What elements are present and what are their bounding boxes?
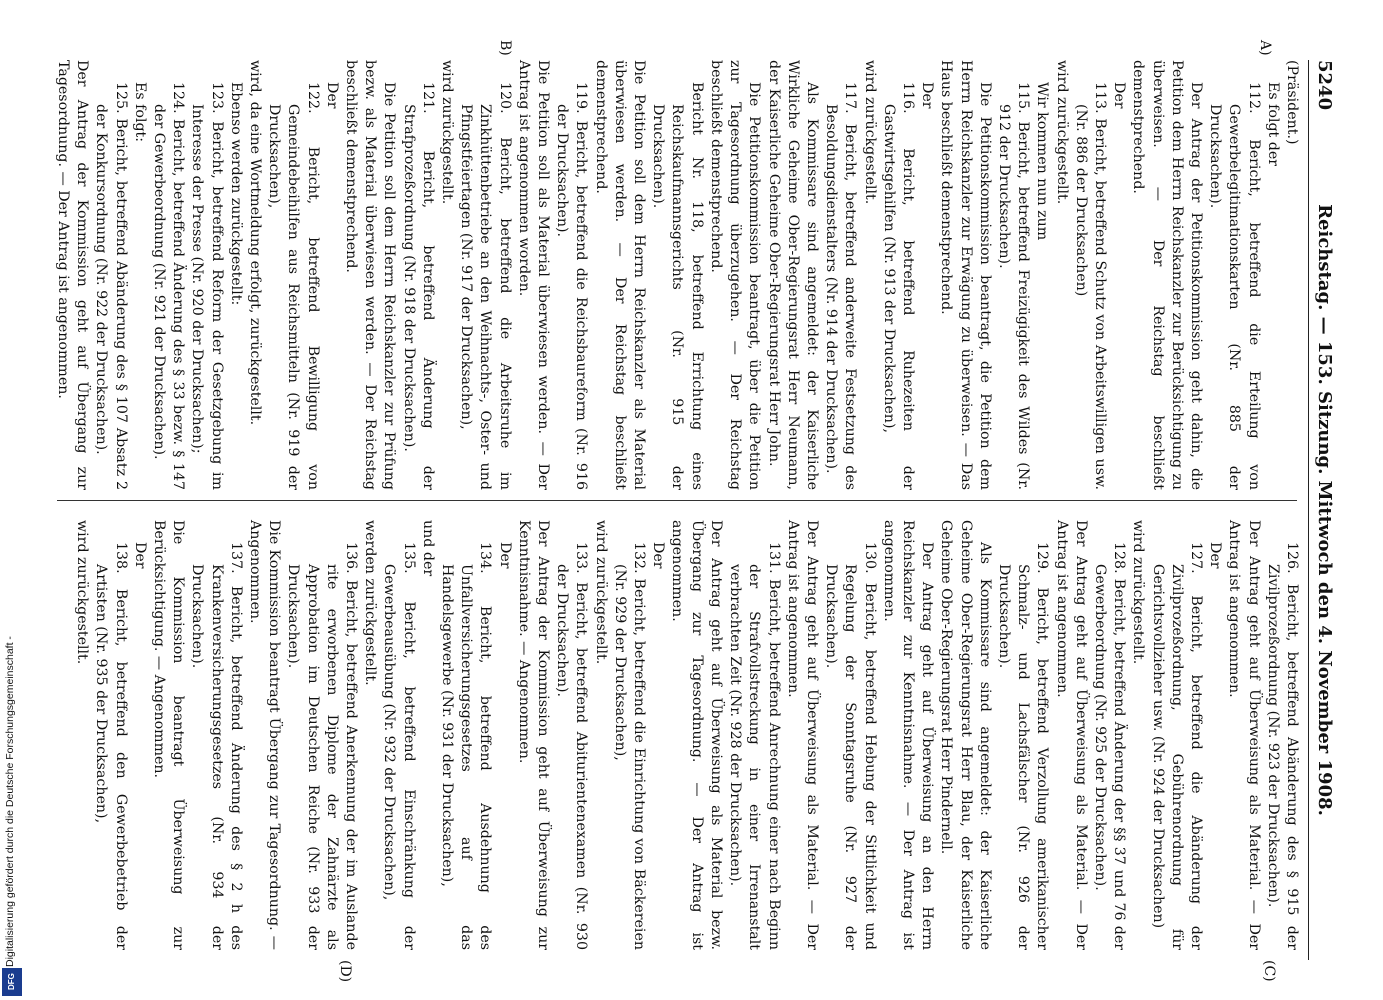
paragraph: 115. Bericht, betreffend Freizügigkeit des Wildes (Nr. 912 der Drucksachen). [995,82,1032,490]
paragraph: wird, da eine Wortmeldung erfolgt, zurückgestellt. [247,60,264,426]
paragraph: Bericht Nr. 118, betreffend Errichtung eines Reichskaufmannsgerichts (Nr. 915 der Drucksachen). [650,82,705,490]
paragraph: Der Antrag geht auf Überweisung als Material. — Der Antrag ist angenommen. [1226,520,1262,950]
paragraph: 121. Bericht, betreffend Änderung der Strafprozeßordnung (Nr. 918 der Drucksachen). [400,82,436,490]
paragraph: wird zurückgestellt. [1053,60,1070,205]
paragraph: 134. Bericht, betreffend Ausdehnung des Unfallversicherungsgesetzes auf das Handelsgewerbe (Nr. 931 der Drucksachen), [439,542,494,950]
footer-credit: Digitalisierung gefördert durch die Deutsche Forschungsgemeinschaft - [4,636,16,967]
paragraph: Der Antrag der Kommission geht auf Überweisung zur Kenntnisnahme. — Angenommen. [515,520,552,950]
column-divider [57,500,1297,501]
paragraph: Es folgt: [131,82,148,143]
paragraph: Der [131,542,148,569]
paragraph: 112. Bericht, betreffend die Erteilung von Gewerbelegitimationskarten (Nr. 885 der Drucksachen). [1207,82,1262,490]
paragraph: 132. Bericht, betreffend die Einrichtung von Bäckereien (Nr. 929 der Drucksachen), [611,542,648,950]
paragraph: (Präsident.) [1284,60,1300,145]
paragraph: Der [323,82,340,109]
page-title: Reichstag. — 153. Sitzung. Mittwoch den 4. November 1908. [1314,204,1335,816]
paragraph: 131. Bericht, betreffend Anrechnung einer nach Beginn der Strafvollstreckung in einer Irrenanstalt verbrachten Zeit (Nr. 928 der Drucksachen). [727,542,782,950]
paragraph: Der [1207,542,1224,569]
margin-marker-a: A) [1257,40,1273,56]
paragraph: 113. Bericht, betreffend Schutz von Arbeitswilligen usw. (Nr. 886 der Drucksachen) [1072,82,1108,490]
paragraph: Als Kommissare sind angemeldet: der Kaiserliche Wirkliche Geheime Ober-Regierungsrat Herr Neumann, der Kaiserliche Geheime Ober-Regierungsrat Herr John. [765,60,820,490]
paragraph: Die Petitionskommission beantragt, die Petition dem Herrn Reichskanzler zur Erwägung zu überweisen. — Das Haus beschließt demenstprechend. [938,60,993,490]
paragraph: Der Antrag der Kommission geht auf Übergang zur Tagesordnung. — Der Antrag ist angenommen. [55,60,91,490]
paragraph: Der [1111,82,1128,109]
paragraph: Die Petition soll als Material überwiesen werden. — Der Antrag ist angenommen worden. [515,60,552,490]
paragraph: Der Antrag geht auf Überweisung als Material. — Der Antrag ist angenommen. [784,520,820,950]
paragraph: 124. Bericht, betreffend Änderung des § 33 bezw. § 147 der Gewerbeordnung (Nr. 921 der Drucksachen). [151,82,187,490]
paragraph: 136. Bericht, betreffend Anerkennung der im Auslande rite erworbenen Diplome der Zahnärzte als Approbation im Deutschen Reiche (Nr. 933 der Drucksachen). [285,542,360,950]
paragraph: Der Antrag geht auf Überweisung als Material bezw. Übergang zur Tagesordnung. — Der Antrag ist angenommen. [669,520,724,950]
left-column [53,60,1301,490]
paragraph: werden zurückgestellt. [362,520,379,686]
dfg-logo: DFG [2,968,22,996]
paragraph: Die Kommission beantragt Übergang zur Tagesordnung. — Angenommen. [247,520,283,950]
paragraph: wird zurückgestellt. [74,520,91,665]
paragraph: Als Kommissare sind angemeldet: der Kaiserliche Geheime Ober-Regierungsrat Herr Blau, der Kaiserliche Geheime Ober-Regierungsrat Herr Pindernell. [938,520,993,950]
paragraph: Ebenso werden zurückgestellt: [227,82,244,306]
paragraph: 122. Bericht, betreffend Bewilligung von Gemeindebeihilfen aus Reichsmitteln (Nr. 919 der Drucksachen), [266,82,321,490]
digitization-footer [0,600,24,995]
paragraph: Der Antrag der Petitionskommission geht dahin, die Petition dem Herrn Reichskanzler zur Berücksichtigung zu überweisen. — Der Reichstag beschließt demenstprechend. [1130,60,1204,490]
paragraph: wird zurückgestellt. [861,60,878,205]
paragraph: Wir kommen nun zum [1034,82,1051,241]
paragraph: 133. Bericht, betreffend Abiturientenexamen (Nr. 930 der Drucksachen). [554,542,590,950]
paragraph: 135. Bericht, betreffend Einschränkung der Gewerbeausübung (Nr. 932 der Drucksachen), [381,542,417,950]
margin-marker-d: (D) [337,960,353,983]
paragraph: 119. Bericht, betreffend die Reichsbaureform (Nr. 916 der Drucksachen). [554,82,590,490]
paragraph: 129. Bericht, betreffend Verzollung amerikanischer Schmalz- und Lachsfälscher (Nr. 926 der Drucksachen). [995,542,1051,950]
paragraph: Die Petition soll dem Herrn Reichskanzler zur Prüfung bezw. als Material überwiesen werden. — Der Reichstag beschließt demenstprechend. [343,60,398,490]
paragraph: wird zurückgestellt. [592,520,609,665]
paragraph: Der [919,82,936,109]
paragraph: 137. Bericht, betreffend Änderung des § 2 h des Krankenversicherungsgesetzes (Nr. 934 der Drucksachen). [189,542,244,950]
paragraph: 130. Bericht, betreffend Hebung der Sittlichkeit und Regelung der Sonntagsruhe (Nr. 927 der Drucksachen). [823,542,878,950]
paragraph: Die Kommission beantragt Überweisung zur Berücksichtigung. — Angenommen. [151,520,187,950]
paragraph: und der [419,520,436,577]
paragraph: Der [496,542,513,569]
header-rule [1308,60,1309,960]
paragraph: Der Antrag geht auf Überweisung als Material. — Der Antrag ist angenommen. [1053,520,1089,950]
page-number: 5240 [1314,60,1335,111]
paragraph: 126. Bericht, betreffend Abänderung des § 915 der Zivilprozeßordnung (Nr. 923 der Drucksachen). [1264,542,1300,950]
margin-marker-b: B) [497,40,513,56]
paragraph: 116. Bericht, betreffend Ruhezeiten der Gastwirtsgehilfen (Nr. 913 der Drucksachen), [880,82,916,490]
paragraph: Der Antrag geht auf Überweisung an den Herrn Reichskanzler zur Kenntnisnahme. — Der Antrag ist angenommen. [880,520,936,950]
paragraph: 123. Bericht, betreffend Reform der Gesetzgebung im Interesse der Presse (Nr. 920 der Drucksachen); [189,82,225,490]
paragraph: 117. Bericht, betreffend anderweite Festsetzung des Besoldungsdienstalters (Nr. 914 der Drucksachen). [823,82,859,490]
margin-marker-c: (C) [1261,960,1277,982]
paragraph: Die Petitionskommission beantragt, über die Petition zur Tagesordnung überzugehen. — Der Reichstag beschließt demenstprechend. [707,60,763,490]
paragraph: wird zurückgestellt. [1130,520,1147,665]
paragraph: Der [650,542,667,569]
paragraph: 125. Bericht, betreffend Abänderung des § 107 Absatz 2 der Konkursordnung (Nr. 922 der Drucksachen). [93,82,129,490]
right-column [72,520,1301,950]
paragraph: 127. Bericht, betreffend die Abänderung der Zivilprozeßordnung, Gebührenordnung für Gerichtsvollzieher usw. (Nr. 924 der Drucksachen) [1149,542,1204,950]
paragraph: Es folgt der [1264,82,1281,167]
paragraph: wird zurückgestellt. [439,60,456,205]
paragraph: 120. Bericht, betreffend die Arbeitsruhe im Zinkhüttenbetriebe an den Weihnachts-, Oster- und Pfingstfeiertagen (Nr. 917 der Drucksachen), [458,82,513,490]
paragraph: Die Petition soll dem Herrn Reichskanzler als Material überwiesen werden. — Der Reichstag beschließt demenstprechend. [592,60,648,490]
paragraph: 138. Bericht, betreffend den Gewerbebetrieb der Artisten (Nr. 935 der Drucksachen), [93,542,129,950]
page-header [1311,60,1335,960]
paragraph: 128. Bericht, betreffend Änderung der §§ 37 und 76 der Gewerbeordnung (Nr. 925 der Drucksachen). [1091,542,1128,950]
